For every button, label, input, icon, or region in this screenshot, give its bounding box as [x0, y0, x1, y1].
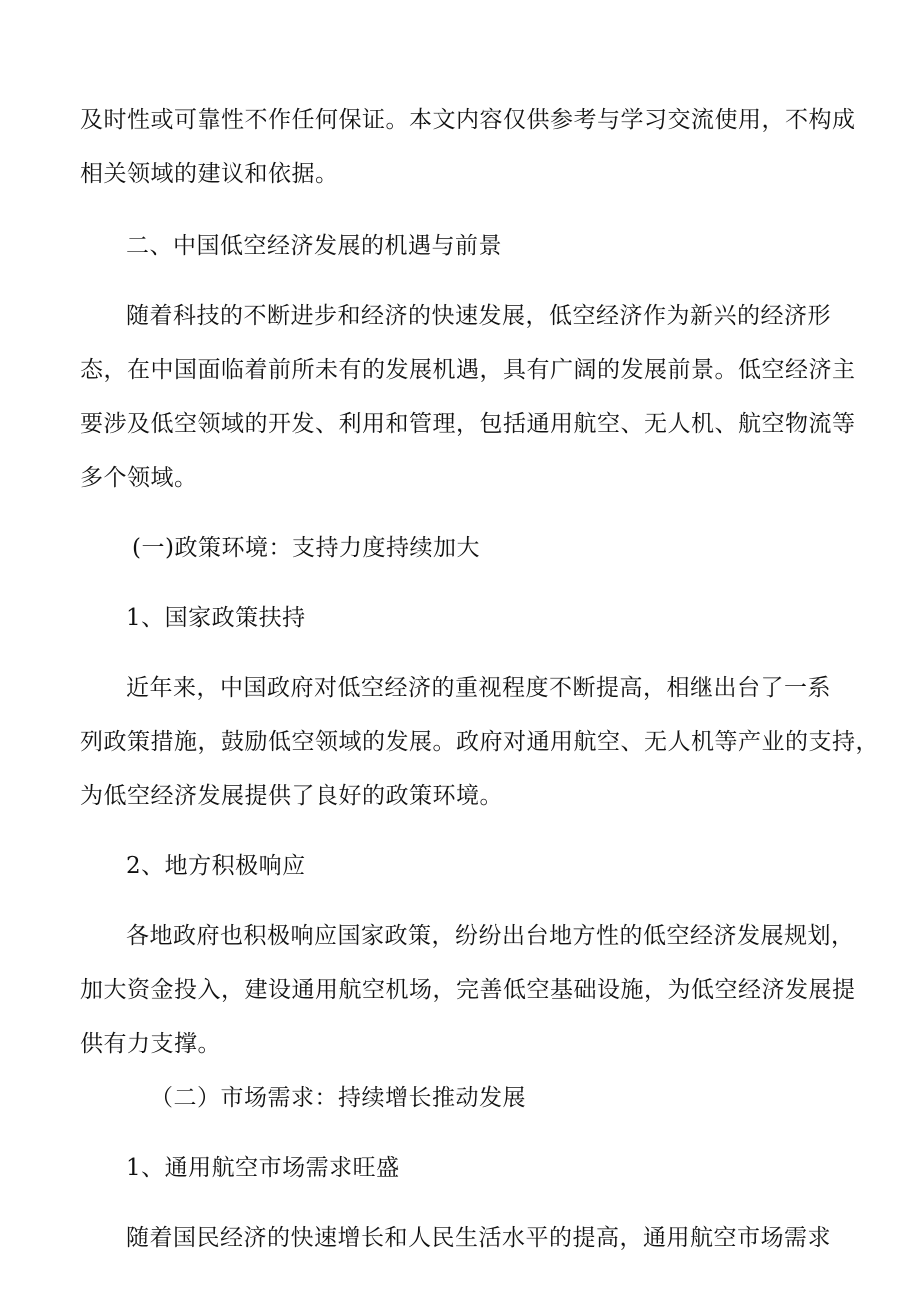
item-heading: 1、国家政策扶持 — [126, 605, 306, 631]
item-paragraph — [80, 920, 856, 1060]
text-line: 随着国民经济的快速增长和人民生活水平的提高，通用航空市场需求 — [126, 1225, 831, 1251]
text-line: 列政策措施，鼓励低空领域的发展。政府对通用航空、无人机等产业的支持， — [80, 729, 879, 755]
section-paragraph — [80, 300, 856, 494]
text-line: 近年来，中国政府对低空经济的重视程度不断提高，相继出台了一系 — [126, 675, 831, 701]
subsection-heading: （二）市场需求：持续增长推动发展 — [150, 1085, 526, 1111]
item-paragraph — [80, 672, 879, 812]
text-line: 加大资金投入，建设通用航空机场，完善低空基础设施，为低空经济发展提 — [80, 977, 856, 1003]
text-line: 及时性或可靠性不作任何保证。本文内容仅供参考与学习交流使用，不构成 — [80, 107, 856, 133]
section-heading: 二、中国低空经济发展的机遇与前景 — [126, 233, 502, 259]
document-page — [80, 104, 879, 1254]
text-line: 供有力支撑。 — [80, 1031, 221, 1057]
text-line: 随着科技的不断进步和经济的快速发展，低空经济作为新兴的经济形 — [126, 303, 831, 329]
text-line: 各地政府也积极响应国家政策，纷纷出台地方性的低空经济发展规划， — [126, 923, 855, 949]
item-paragraph — [80, 1222, 840, 1254]
text-line: 相关领域的建议和依据。 — [80, 161, 339, 187]
text-line: 态，在中国面临着前所未有的发展机遇，具有广阔的发展前景。低空经济主 — [80, 357, 856, 383]
text-line: 为低空经济发展提供了良好的政策环境。 — [80, 783, 503, 809]
intro-paragraph — [80, 104, 856, 190]
item-heading: 2、地方积极响应 — [126, 853, 306, 879]
text-line: 要涉及低空领域的开发、利用和管理，包括通用航空、无人机、航空物流等 — [80, 411, 856, 437]
text-line: 多个领域。 — [80, 465, 198, 491]
subsection-heading: (一)政策环境：支持力度持续加大 — [132, 535, 480, 561]
item-heading: 1、通用航空市场需求旺盛 — [126, 1155, 400, 1181]
